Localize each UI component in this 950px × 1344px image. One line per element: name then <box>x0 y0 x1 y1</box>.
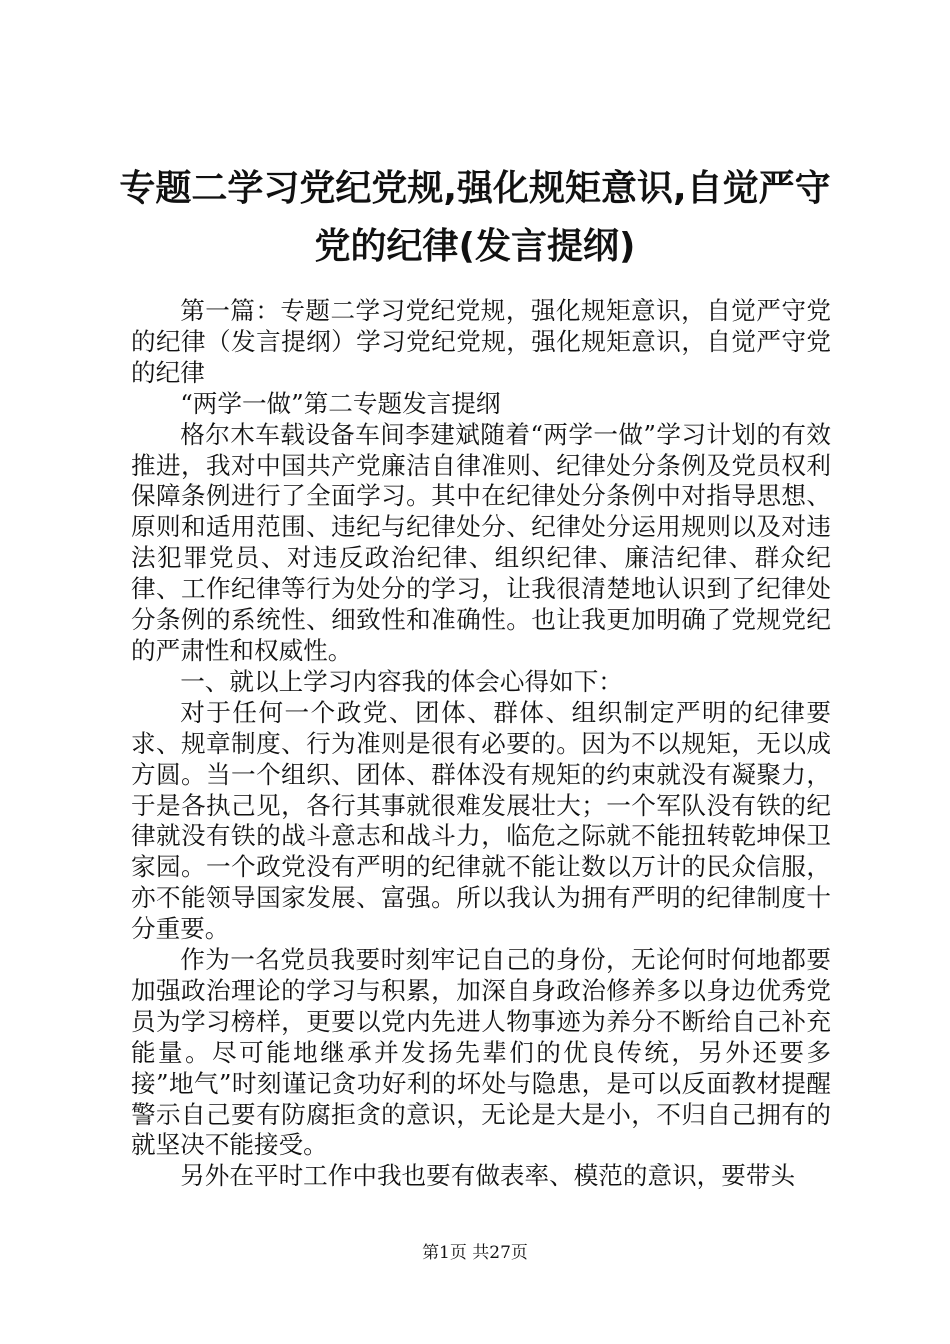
paragraph: 对于任何一个政党、团体、群体、组织制定严明的纪律要求、规章制度、行为准则是很有必要的。因为不以规矩，无以成方圆。当一个组织、团体、群体没有规矩的约束就没有凝聚力，于是各执己见，各行其事就很难发展壮大；一个军队没有铁的纪律就没有铁的战斗意志和战斗力，临危之际就不能扭转乾坤保卫家园。一个政党没有严明的纪律就不能让数以万计的民众信服，亦不能领导国家发展、富强。所以我认为拥有严明的纪律制度十分重要。 <box>131 697 831 944</box>
paragraph: 格尔木车载设备车间李建斌随着“两学一做”学习计划的有效推进，我对中国共产党廉洁自律准则、纪律处分条例及党员权利保障条例进行了全面学习。其中在纪律处分条例中对指导思想、原则和适用范围、违纪与纪律处分、纪律处分运用规则以及对违法犯罪党员、对违反政治纪律、组织纪律、廉洁纪律、群众纪律、工作纪律等行为处分的学习，让我很清楚地认识到了纪律处分条例的系统性、细致性和准确性。也让我更加明确了党规党纪的严肃性和权威性。 <box>131 419 831 665</box>
paragraph: 第一篇：专题二学习党纪党规，强化规矩意识，自觉严守党的纪律（发言提纲）学习党纪党规，强化规矩意识，自觉严守党的纪律 <box>131 296 831 387</box>
paragraph: 另外在平时工作中我也要有做表率、模范的意识，要带头 <box>180 1161 796 1191</box>
paragraph: “两学一做”第二专题发言提纲 <box>180 388 501 418</box>
title-line-2: 党的纪律(发言提纲) <box>314 226 636 267</box>
document-title <box>100 160 850 276</box>
paragraph: 作为一名党员我要时刻牢记自己的身份，无论何时何地都要加强政治理论的学习与积累，加深自身政治修养多以身边优秀党员为学习榜样，更要以党内先进人物事迹为养分不断给自己补充能量。尽可能地继承并发扬先辈们的优良传统，另外还要多接”地气”时刻谨记贪功好利的坏处与隐患，是可以反面教材提醒警示自己要有防腐拒贪的意识，无论是大是小，不归自己拥有的就坚决不能接受。 <box>131 945 831 1160</box>
document-body <box>131 296 831 1192</box>
page-number-footer: 第1页 共27页 <box>422 1243 528 1263</box>
paragraph: 一、就以上学习内容我的体会心得如下： <box>180 666 623 696</box>
title-line-1: 专题二学习党纪党规,强化规矩意识,自觉严守 <box>119 168 831 209</box>
